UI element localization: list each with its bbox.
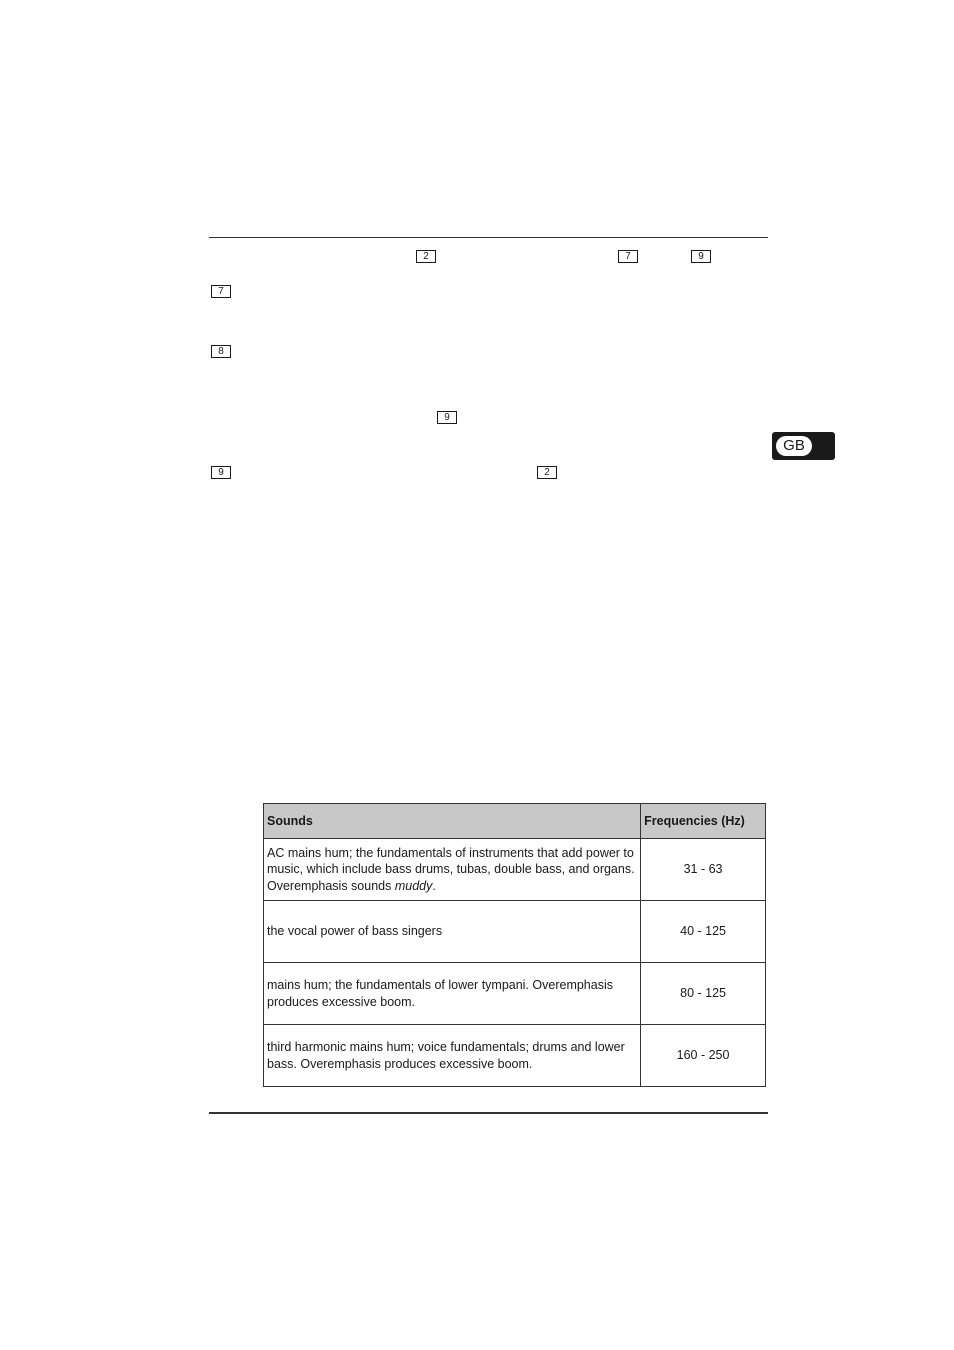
header-sounds: Sounds	[264, 804, 641, 839]
sound-tail: .	[432, 878, 436, 893]
sound-cell	[264, 1025, 641, 1087]
frequency-cell: 31 - 63	[641, 839, 766, 901]
header-frequencies: Frequencies (Hz)	[641, 804, 766, 839]
sound-cell	[264, 963, 641, 1025]
reference-box-7: 7	[618, 250, 638, 263]
table-row	[264, 839, 766, 901]
table-row	[264, 963, 766, 1025]
reference-box-9: 9	[691, 250, 711, 263]
language-badge	[772, 432, 835, 460]
sound-cell	[264, 901, 641, 963]
sound-text: the vocal power of bass singers	[267, 924, 443, 939]
sound-emphasis: muddy	[394, 878, 433, 893]
sound-text: AC mains hum; the fundamentals of instruments that add power to music, which include bass drums, tubas, double bass, and organs. Overemphasis sounds	[267, 845, 635, 893]
reference-box-2: 2	[416, 250, 436, 263]
reference-box-9-inline: 9	[437, 411, 457, 424]
reference-box-8-item: 8	[211, 345, 231, 358]
sound-text: third harmonic mains hum; voice fundamentals; drums and lower bass. Overemphasis produces excessive boom.	[267, 1040, 625, 1071]
language-badge-label: GB	[776, 436, 812, 456]
frequency-cell: 40 - 125	[641, 901, 766, 963]
frequency-table	[263, 803, 766, 1087]
top-rule	[209, 237, 768, 238]
reference-box-2-inline: 2	[537, 466, 557, 479]
sound-text: mains hum; the fundamentals of lower tympani. Overemphasis produces excessive boom.	[267, 978, 613, 1009]
table-row	[264, 1025, 766, 1087]
frequency-cell: 80 - 125	[641, 963, 766, 1025]
reference-box-7-item: 7	[211, 285, 231, 298]
table-header-row	[264, 804, 766, 839]
frequency-cell: 160 - 250	[641, 1025, 766, 1087]
table-row	[264, 901, 766, 963]
sound-cell	[264, 839, 641, 901]
reference-box-9-item: 9	[211, 466, 231, 479]
bottom-rule	[209, 1112, 768, 1114]
